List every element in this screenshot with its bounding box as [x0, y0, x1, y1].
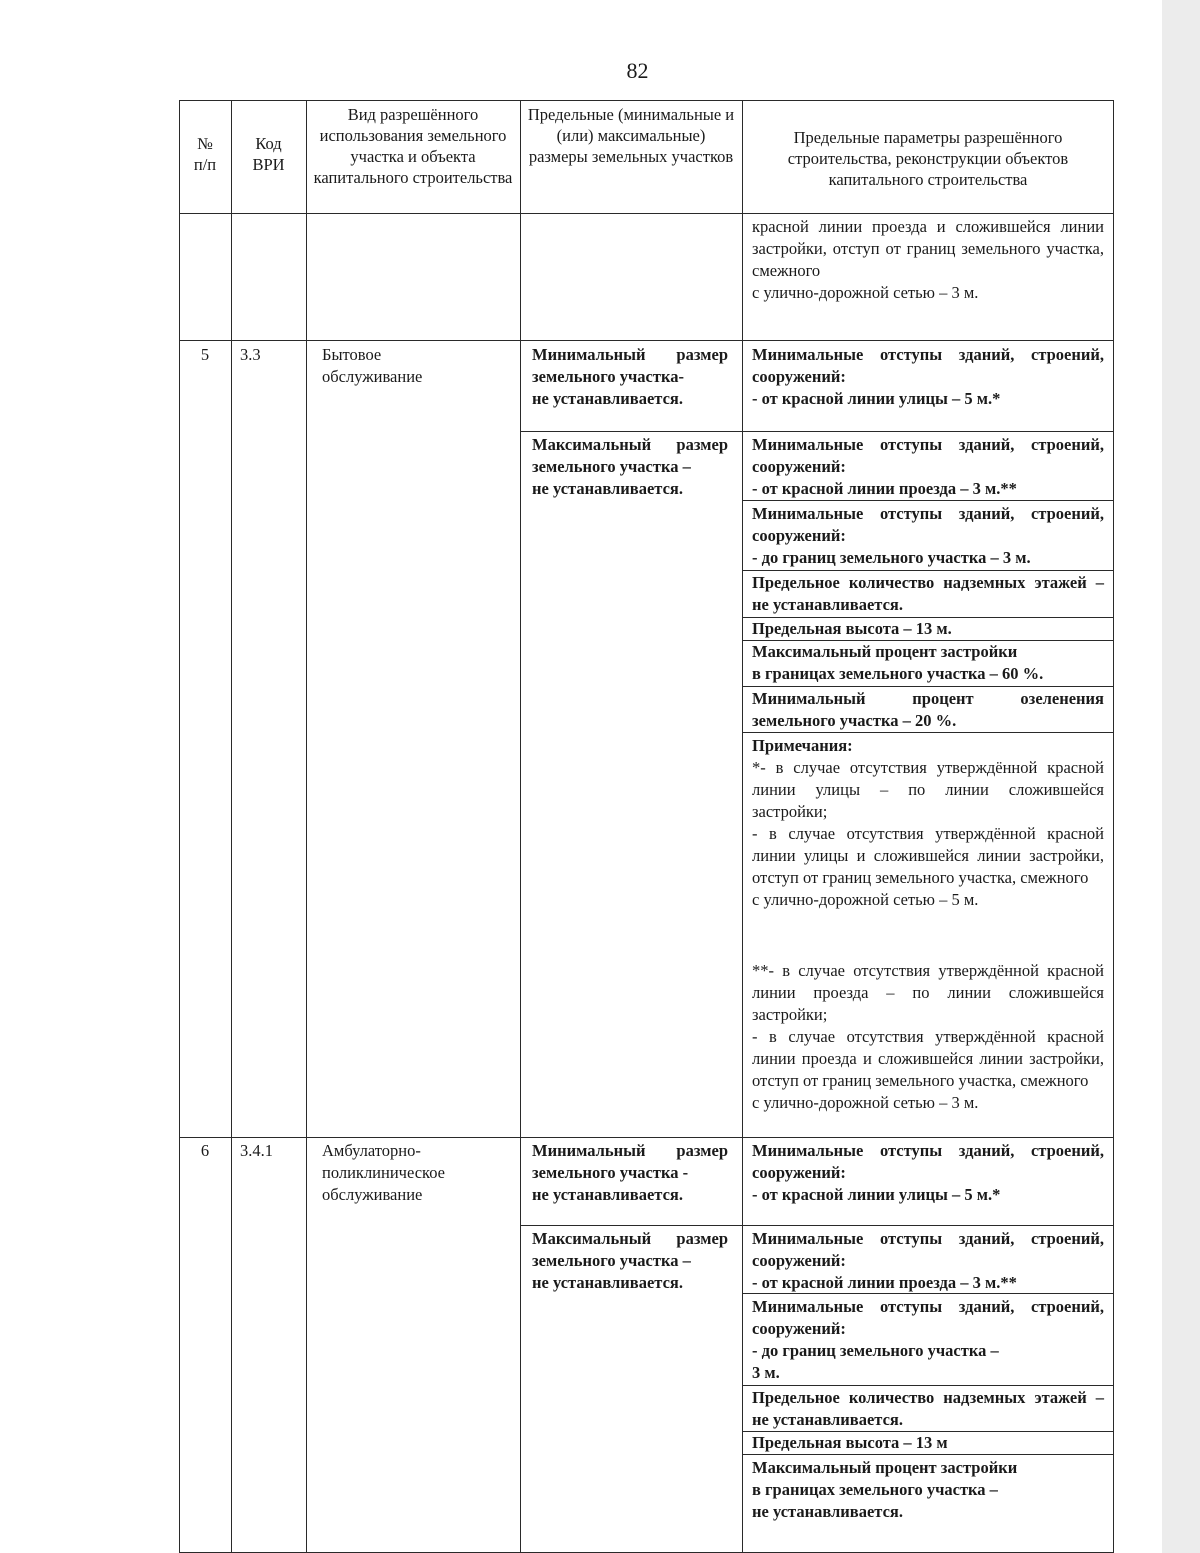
row-6-param-setback-street: Минимальные отступы зданий, строений, сооружений: - от красной линии улицы – 5 м.*: [752, 1141, 1104, 1204]
row-6-num: 6: [200, 1141, 210, 1160]
row-6-param-setback-passage: Минимальные отступы зданий, строений, сооружений: - от красной линии проезда – 3 м.**: [752, 1229, 1104, 1292]
row-5-param-setback-boundary: Минимальные отступы зданий, строений, сооружений: - до границ земельного участка – 3 м.: [752, 504, 1104, 567]
row-5-param-setback-street: Минимальные отступы зданий, строений, сооружений: - от красной линии улицы – 5 м.*: [752, 345, 1104, 408]
row-6-param-coverage: Максимальный процент застройки в границах земельного участка – не устанавливается.: [752, 1458, 1018, 1521]
header-code: Код ВРИ: [252, 134, 285, 174]
row-6-param-height: Предельная высота – 13 м: [752, 1433, 948, 1452]
row-6-min-size: Минимальный размер земельного участка - не устанавливается.: [532, 1141, 728, 1204]
row-6-param-floors: Предельное количество надземных этажей – не устанавливается.: [752, 1388, 1104, 1429]
page-number: 82: [626, 58, 649, 83]
row-6-param-setback-boundary: Минимальные отступы зданий, строений, сооружений: - до границ земельного участка – 3 м.: [752, 1297, 1104, 1382]
continuation-text: красной линии проезда и сложившейся линии застройки, отступ от границ земельного участка, смежного с улично-дорожной сетью – 3 м.: [752, 217, 1104, 302]
row-5-max-size: Максимальный размер земельного участка – не устанавливается.: [532, 435, 728, 498]
header-sizes: Предельные (минимальные и (или) максимальные) размеры земельных участков: [527, 105, 735, 166]
row-5-param-floors: Предельное количество надземных этажей – не устанавливается.: [752, 573, 1104, 614]
row-5-notes-passage: **- в случае отсутствия утверждённой красной линии проезда – по линии сложившейся застройки; - в случае отсутствия утверждённой красной линии проезда и сложившейся линии застройки, отступ от границ земельного участка, смежного с улично-дорожной сетью – 3 м.: [752, 961, 1104, 1112]
row-5-param-setback-passage: Минимальные отступы зданий, строений, сооружений: - от красной линии проезда – 3 м.**: [752, 435, 1104, 498]
row-6-code: 3.4.1: [240, 1141, 273, 1160]
row-5-code: 3.3: [240, 345, 261, 364]
row-6-max-size: Максимальный размер земельного участка – не устанавливается.: [532, 1229, 728, 1292]
row-5-param-height: Предельная высота – 13 м.: [752, 619, 952, 638]
row-5-num: 5: [200, 345, 210, 364]
row-5-kind: Бытовое обслуживание: [322, 345, 423, 386]
row-5-min-size: Минимальный размер земельного участка- не устанавливается.: [532, 345, 728, 408]
header-params: Предельные параметры разрешённого строительства, реконструкции объектов капитального строительства: [787, 128, 1069, 189]
header-num: № п/п: [193, 134, 217, 174]
row-5-notes-street: *- в случае отсутствия утверждённой красной линии улицы – по линии сложившейся застройки; - в случае отсутствия утверждённой красной линии улицы и сложившейся линии застройки, отступ от границ земельного участка, смежного с улично-дорожной сетью – 5 м.: [752, 758, 1104, 909]
row-5-param-coverage: Максимальный процент застройки в границах земельного участка – 60 %.: [752, 642, 1044, 683]
row-5-notes-title: Примечания:: [752, 736, 853, 755]
row-5-param-greening: Минимальный процент озеленения земельного участка – 20 %.: [752, 689, 1104, 730]
header-kind: Вид разрешённого использования земельного участка и объекта капитального строительства: [313, 105, 513, 187]
row-6-kind: Амбулаторно-поликлиническое обслуживание: [322, 1141, 445, 1204]
